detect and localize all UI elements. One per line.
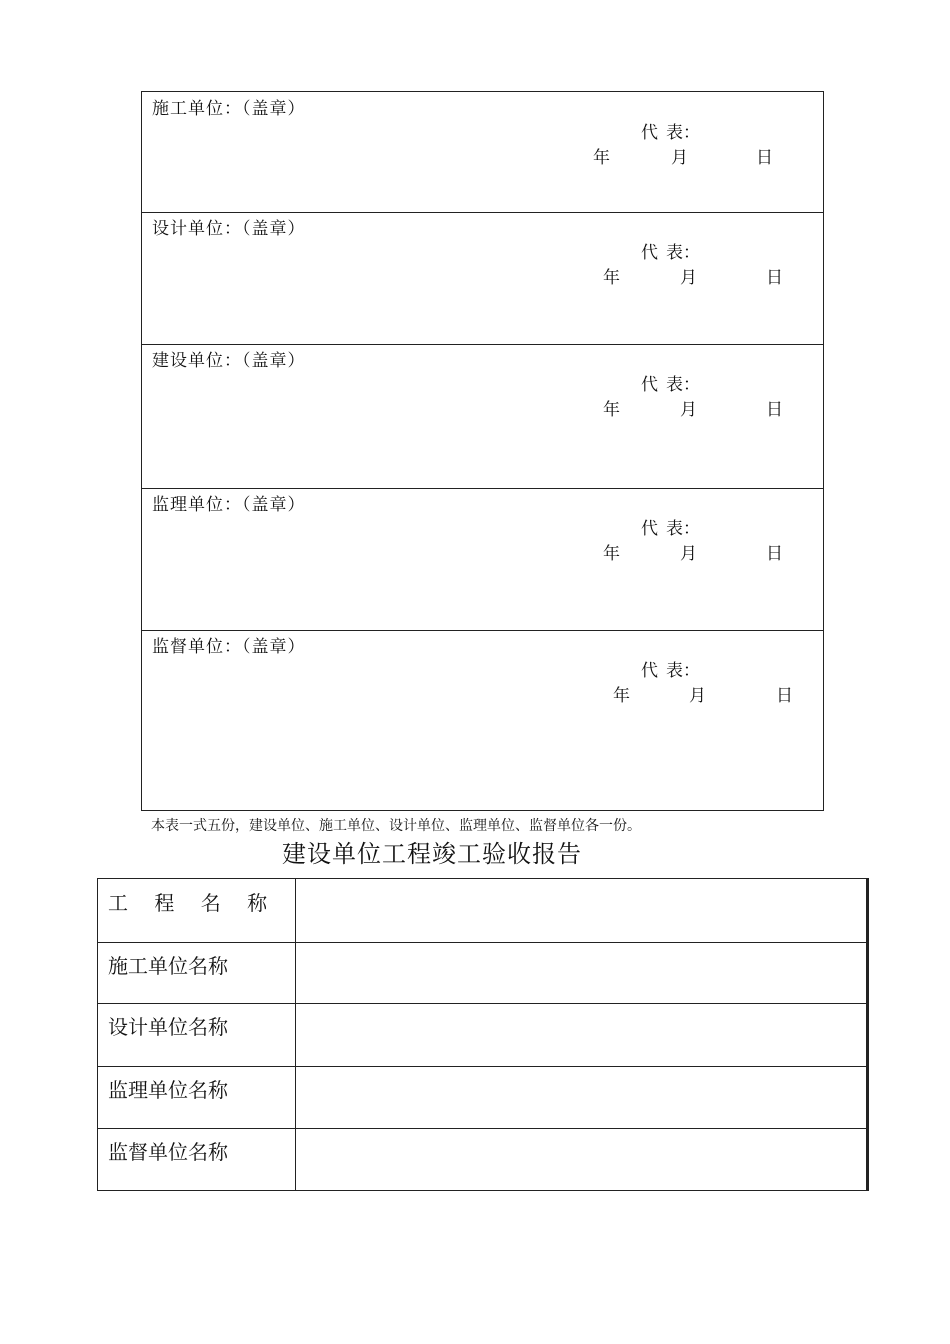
signature-block-supervision [142, 488, 823, 631]
day-label: 日 [766, 544, 783, 564]
info-label: 工 程 名 称 [108, 891, 278, 915]
info-label: 设计单位名称 [108, 1015, 228, 1039]
year-label: 年 [603, 268, 620, 288]
report-title: 建设单位工程竣工验收报告 [282, 840, 582, 868]
info-row-contractor [98, 942, 866, 1004]
info-value-cell[interactable] [295, 1003, 866, 1066]
block-label: 建设单位：（盖章） [152, 351, 306, 371]
month-label: 月 [680, 544, 697, 564]
info-label: 监督单位名称 [108, 1140, 228, 1164]
info-value-cell[interactable] [295, 879, 866, 942]
representative-label: 代 表： [641, 243, 700, 263]
info-value-cell[interactable] [295, 942, 866, 1003]
day-label: 日 [756, 148, 773, 168]
month-label: 月 [680, 268, 697, 288]
info-row-oversight [98, 1128, 866, 1190]
representative-label: 代 表： [641, 123, 700, 143]
day-label: 日 [776, 686, 793, 706]
year-label: 年 [593, 148, 610, 168]
block-label: 监督单位：（盖章） [152, 637, 306, 657]
signature-block-construction [142, 92, 823, 213]
year-label: 年 [613, 686, 630, 706]
month-label: 月 [680, 400, 697, 420]
info-label: 施工单位名称 [108, 954, 228, 978]
day-label: 日 [766, 268, 783, 288]
info-row-designer [98, 1003, 866, 1067]
block-label: 监理单位：（盖章） [152, 495, 306, 515]
info-row-supervisor [98, 1066, 866, 1129]
block-label: 施工单位：（盖章） [152, 99, 306, 119]
signature-table [141, 91, 824, 811]
info-value-cell[interactable] [295, 1066, 866, 1128]
signature-block-design [142, 212, 823, 345]
representative-label: 代 表： [641, 375, 700, 395]
block-label: 设计单位：（盖章） [152, 219, 306, 239]
signature-block-owner [142, 344, 823, 489]
month-label: 月 [671, 148, 688, 168]
project-info-table [97, 878, 869, 1191]
year-label: 年 [603, 544, 620, 564]
info-label: 监理单位名称 [108, 1078, 228, 1102]
signature-block-oversight [142, 630, 823, 810]
representative-label: 代 表： [641, 661, 700, 681]
info-value-cell[interactable] [295, 1128, 866, 1190]
distribution-note: 本表一式五份，建设单位、施工单位、设计单位、监理单位、监督单位各一份。 [151, 818, 641, 834]
year-label: 年 [603, 400, 620, 420]
representative-label: 代 表： [641, 519, 700, 539]
info-row-project-name [98, 879, 866, 943]
month-label: 月 [689, 686, 706, 706]
day-label: 日 [766, 400, 783, 420]
